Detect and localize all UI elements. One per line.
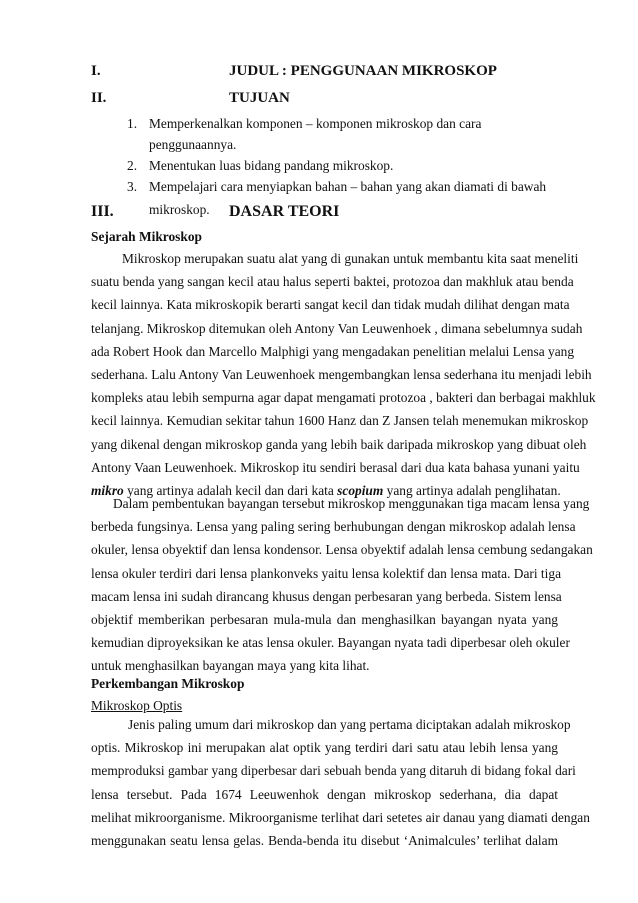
section-number: I. (91, 63, 101, 79)
text-line: memproduksi gambar yang diperbesar dari sebuah benda yang ditaruh di bidang fokal dari (91, 763, 576, 779)
tujuan-list (127, 113, 567, 220)
list-text: Memperkenalkan komponen – komponen mikroskop dan cara penggunaannya. (149, 116, 482, 152)
emphasis-term: mikro (91, 483, 124, 499)
text-line: Antony Vaan Leuwenhoek. Mikroskop itu sendiri berasal dari dua kata bahasa yunani yaitu (91, 459, 580, 475)
text-line: optis. Mikroskop ini merupakan alat optik yang terdiri dari satu atau lebih lensa yang (91, 740, 558, 756)
section-title: DASAR TEORI (229, 203, 340, 220)
list-item (127, 176, 567, 220)
text-line: objektif memberikan perbesaran mula-mula dan menghasilkan bayangan nyata yang (91, 612, 558, 628)
list-item (127, 155, 567, 176)
section-number: II. (91, 90, 107, 106)
list-number: 2. (127, 158, 138, 173)
paragraph-sejarah-1 (91, 247, 596, 502)
list-number: 3. (127, 179, 138, 194)
text-line: lensa okuler terdiri dari lensa plankonveks yaitu lensa kolektif dan lensa mata. Dari tiga (91, 565, 562, 581)
subheading-perkembangan: Perkembangan Mikroskop (91, 676, 245, 691)
section-title: TUJUAN (229, 90, 290, 106)
text-line: yang dikenal dengan mikroskop ganda yang lebih baik daripada mikroskop yang dibuat oleh (91, 436, 587, 452)
text-line: Jenis paling umum dari mikroskop dan yang pertama diciptakan adalah mikroskop (128, 717, 571, 732)
text-line: kompleks atau lebih sempurna agar dapat mengamati protozoa , bakteri dan berbagai makhluk (91, 390, 596, 406)
subheading-sejarah: Sejarah Mikroskop (91, 229, 202, 244)
list-number: 1. (127, 116, 138, 131)
text-line: kecil lainnya. Kata mikroskopik berarti sangat kecil dan tidak mudah dilihat dengan mata (91, 297, 570, 313)
text-line: okuler, lensa obyektif dan lensa kondensor. Lensa obyektif adalah lensa cembung sedangakan (91, 542, 593, 558)
text-line: telanjang. Mikroskop ditemukan oleh Antony Van Leuwenhoek , dimana sebelumnya sudah (91, 320, 583, 336)
text-line: Mikroskop merupakan suatu alat yang di gunakan untuk membantu kita saat meneliti (122, 251, 579, 266)
list-text: Menentukan luas bidang pandang mikroskop. (149, 158, 394, 173)
text-run: yang artinya adalah kecil dan dari kata (123, 483, 338, 499)
emphasis-term: scopium (337, 483, 384, 499)
paragraph-sejarah-2 (91, 492, 593, 678)
text-line: melihat mikroorganisme. Mikroorganisme terlihat dari setetes air danau yang diamati dengan (91, 809, 590, 825)
section-title: JUDUL : PENGGUNAAN MIKROSKOP (229, 63, 497, 79)
text-line: untuk menghasilkan bayangan maya yang kita lihat. (91, 658, 370, 674)
subheading-mikroskop-optis: Mikroskop Optis (91, 698, 183, 713)
text-line: lensa tersebut. Pada 1674 Leeuwenhok dengan mikroskop sederhana, dia dapat (91, 786, 558, 802)
paragraph-perkembangan-1 (91, 713, 590, 852)
list-item (127, 113, 567, 155)
text-line: kecil lainnya. Kemudian sekitar tahun 1600 Hanz dan Z Jansen telah menemukan mikroskop (91, 413, 589, 429)
list-text: mikroskop. (149, 202, 210, 217)
list-text: Mempelajari cara menyiapkan bahan – bahan yang akan diamati di bawah (149, 179, 547, 194)
text-line: macam lensa ini sudah dirancang khusus dengan perbesaran yang berbeda. Sistem lensa (91, 588, 562, 604)
text-line: ada Robert Hook dan Marcello Malphigi yang mengadakan penelitian melalui Lensa yang (91, 343, 575, 359)
text-line: kemudian diproyeksikan ke atas lensa okuler. Bayangan nyata tadi diperbesar oleh okuler (91, 635, 570, 651)
section-number: III. (91, 203, 114, 220)
text-line: berbeda fungsinya. Lensa yang paling sering berhubungan dengan mikroskop adalah lensa (91, 519, 576, 535)
text-line: menggunakan seatu lensa gelas. Benda-benda itu disebut ‘Animalcules’ terlihat dalam (91, 833, 558, 849)
text-run: yang artinya adalah penglihatan. (383, 483, 561, 499)
text-line: sederhana. Lalu Antony Van Leuwenhoek mengembangkan lensa sederhana itu menjadi lebih (91, 367, 592, 383)
text-line: Dalam pembentukan bayangan tersebut mikroskop menggunakan tiga macam lensa yang (113, 496, 590, 511)
text-line: suatu benda yang sangan kecil atau halus seperti baktei, protozoa dan makhluk atau benda (91, 274, 574, 290)
